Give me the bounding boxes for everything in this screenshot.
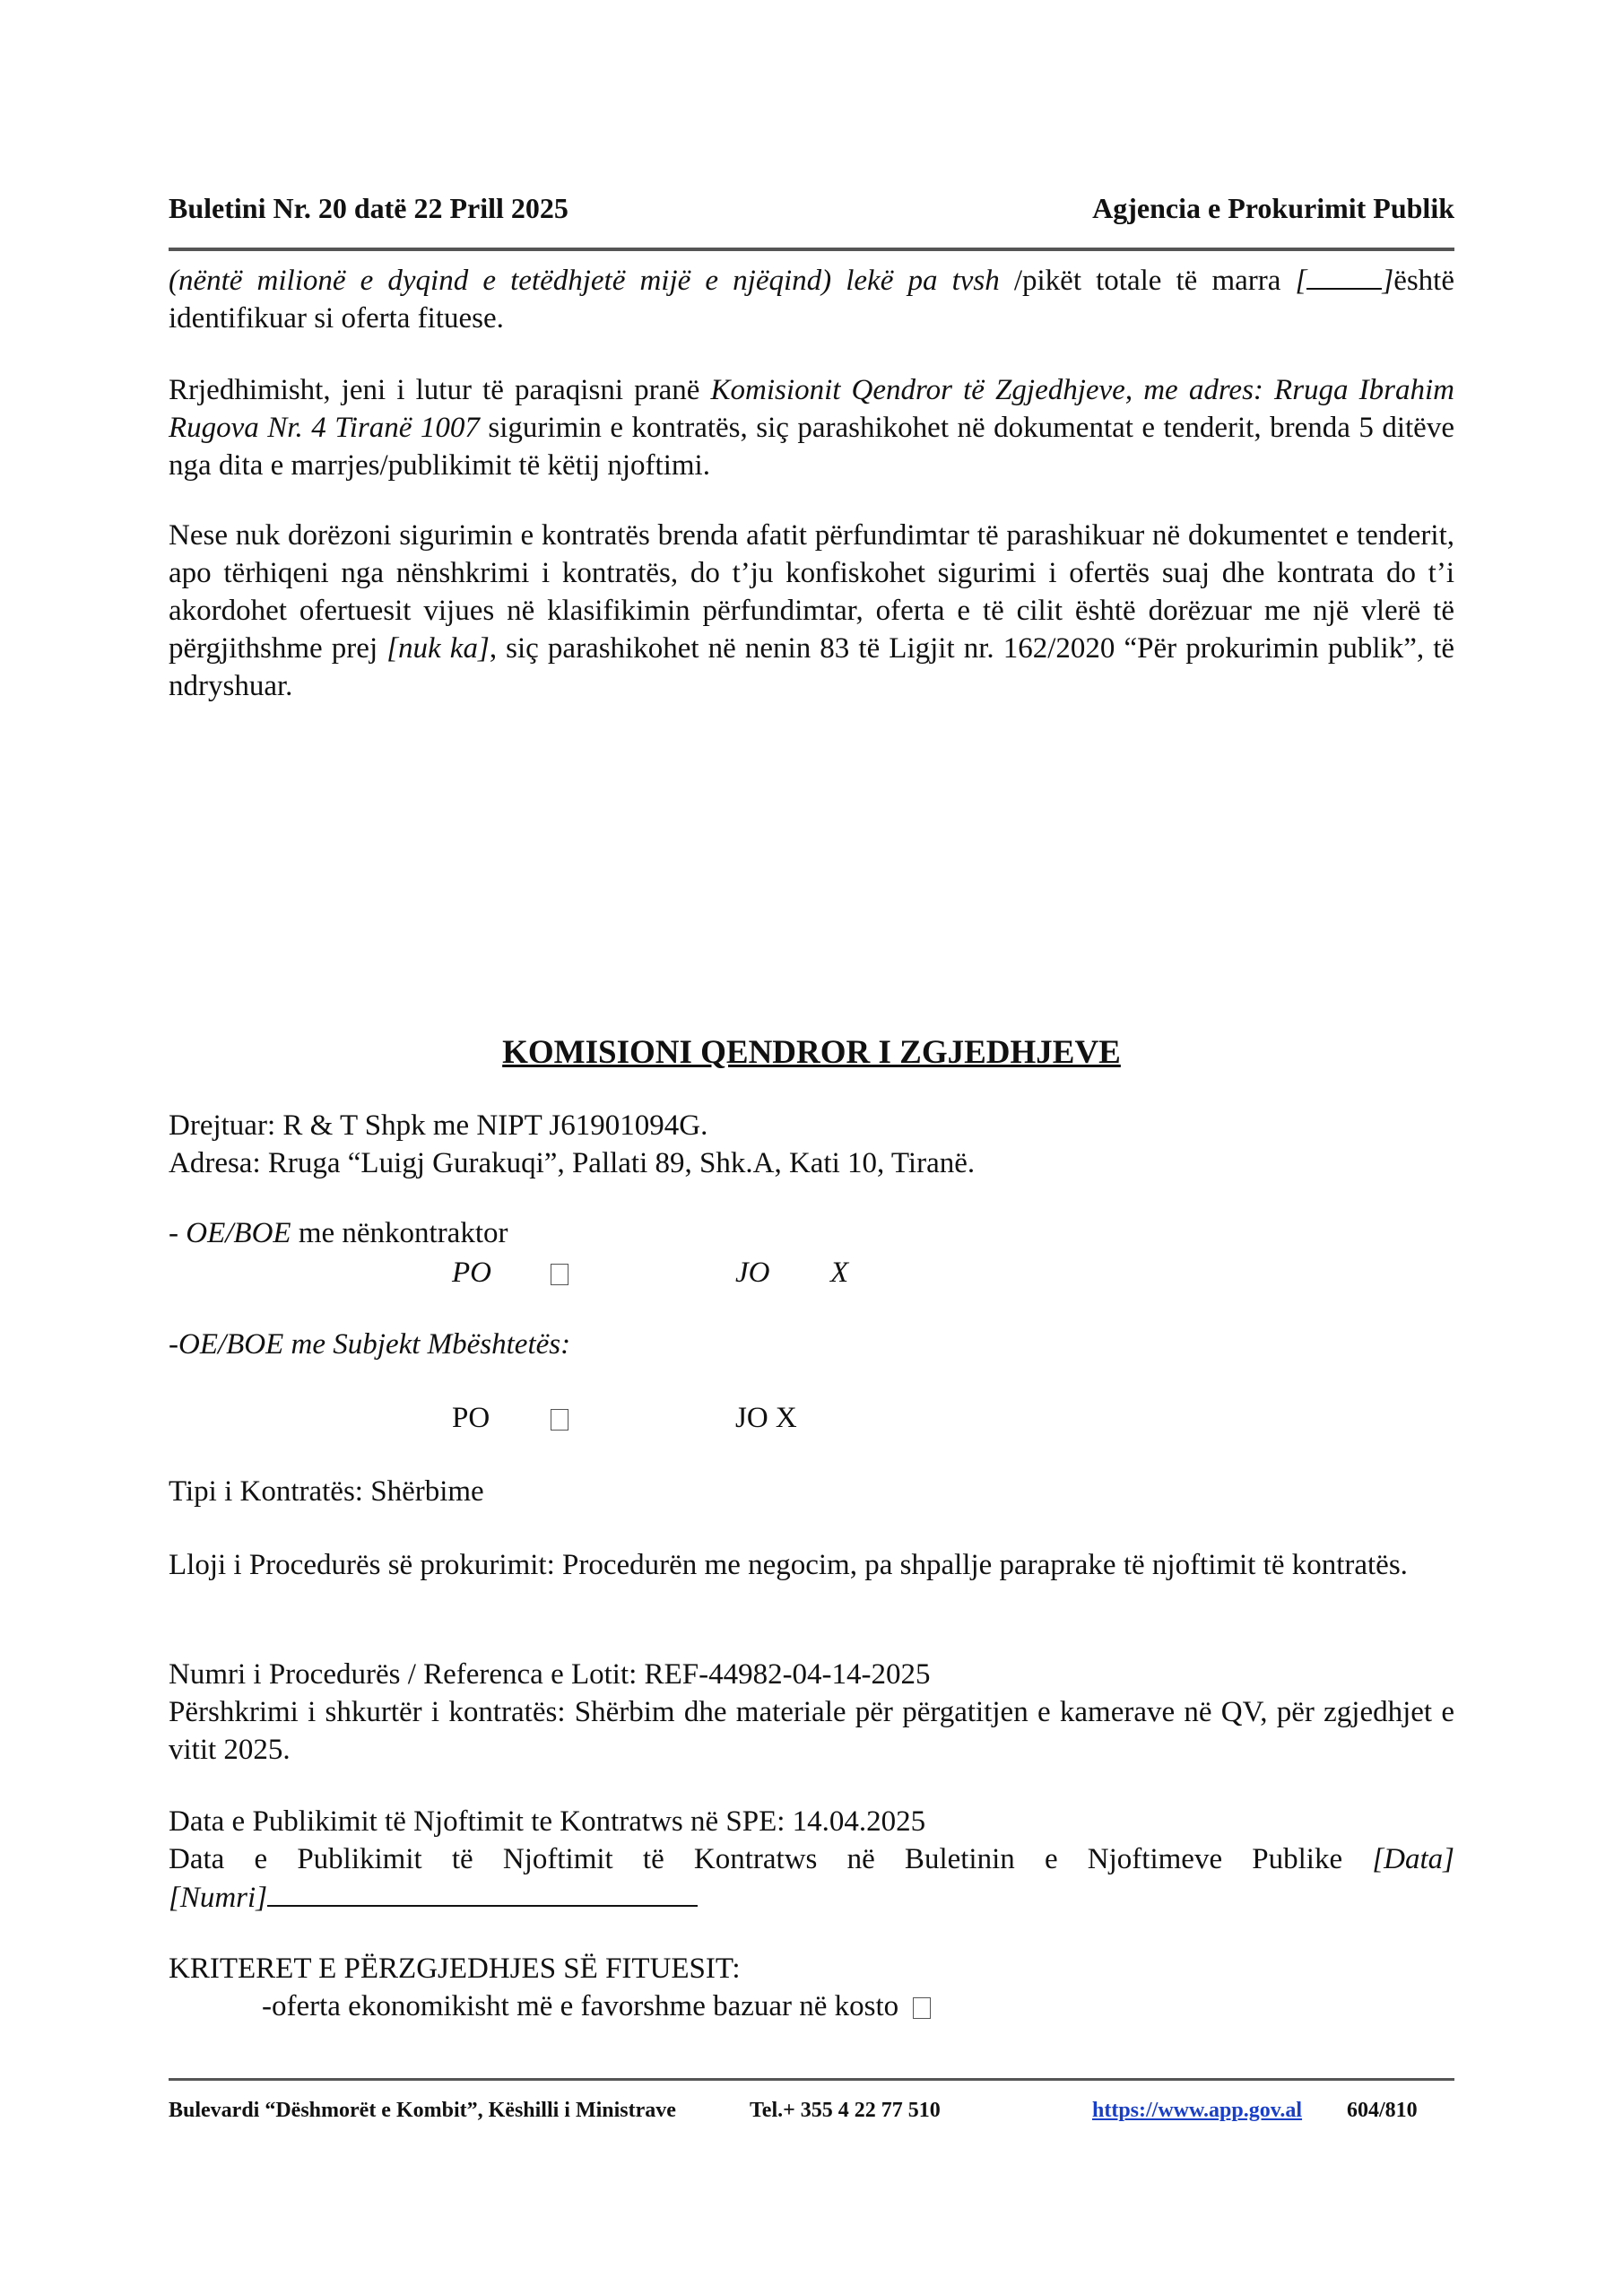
publication-date-spe: Data e Publikimit të Njoftimit te Kontratws në SPE: 14.04.2025 bbox=[169, 1805, 926, 1838]
winner-text: është identifikuar si oferta fituese. bbox=[169, 265, 1454, 335]
agency-name: Agjencia e Prokurimit Publik bbox=[1092, 192, 1454, 224]
procedure-type bbox=[169, 1546, 1454, 1584]
footer-address: Bulevardi “Dëshmorët e Kombit”, Këshilli i Ministrave bbox=[169, 2099, 676, 2122]
request-lead: Rrjedhimisht, jeni i lutur të paraqisni pranë bbox=[169, 374, 711, 406]
footer-page-number: 604/810 bbox=[1347, 2099, 1418, 2122]
points-text: /pikët totale të marra bbox=[999, 265, 1296, 297]
contract-description bbox=[169, 1693, 1454, 1769]
subcontractor-po: PO bbox=[452, 1257, 491, 1289]
selection-criteria-text: -oferta ekonomikisht më e favorshme bazuar në kosto bbox=[262, 1990, 899, 2022]
subcontractor-po-checkbox bbox=[551, 1264, 568, 1285]
contract-type: Tipi i Kontratës: Shërbime bbox=[169, 1475, 484, 1508]
commission-title: KOMISIONI QENDROR I ZGJEDHJEVE bbox=[502, 1034, 1121, 1071]
amount-in-words: (nëntë milionë e dyqind e tetëdhjetë mijë e njëqind) lekë pa tvsh bbox=[169, 265, 1000, 297]
confiscation-tail: , siç parashikohet në nenin 83 të Ligjit nr. 162/2020 “Për prokurimin publik”, të ndryshuar. bbox=[169, 632, 1455, 702]
bulletin-number: Buletini Nr. 20 datë 22 Prill 2025 bbox=[169, 192, 568, 224]
contract-description-text: Përshkrimi i shkurtër i kontratës: Shërbim dhe materiale për përgatitjen e kamerave në QV, për zgjedhjet e vitit 2025. bbox=[169, 1696, 1454, 1766]
points-bracket-close: ] bbox=[1382, 265, 1394, 297]
support-subject-po: PO bbox=[452, 1402, 490, 1434]
addressee: Drejtuar: R & T Shpk me NIPT J61901094G. bbox=[169, 1109, 708, 1142]
support-subject-label: -OE/BOE me Subjekt Mbështetës: bbox=[169, 1328, 571, 1361]
points-bracket-open: [ bbox=[1295, 265, 1307, 297]
subcontractor-oe: OE/BOE bbox=[186, 1217, 291, 1249]
points-blank bbox=[1306, 263, 1382, 290]
support-subject-po-checkbox bbox=[551, 1409, 568, 1431]
subcontractor-x-mark: X bbox=[830, 1257, 849, 1289]
selection-criteria-item bbox=[262, 1987, 931, 2025]
header-divider bbox=[169, 248, 1454, 251]
paragraph-confiscation bbox=[169, 517, 1454, 705]
selection-criteria-checkbox bbox=[913, 1997, 931, 2019]
footer-phone: Tel.+ 355 4 22 77 510 bbox=[750, 2099, 941, 2122]
bulletin-date-placeholder: [Data] bbox=[1372, 1843, 1454, 1875]
bulletin-number-placeholder: [Numri] bbox=[169, 1882, 268, 1914]
publication-date-bulletin bbox=[169, 1840, 1454, 1917]
selection-criteria-title: KRITERET E PËRZGJEDHJES SË FITUESIT: bbox=[169, 1952, 741, 1985]
value-bracket: [nuk ka] bbox=[386, 632, 490, 665]
procedure-reference: Numri i Procedurës / Referenca e Lotit: REF-44982-04-14-2025 bbox=[169, 1658, 931, 1691]
subcontractor-rest: me nënkontraktor bbox=[291, 1217, 508, 1249]
confiscation-lead: Nese nuk dorëzoni sigurimin e kontratës brenda afatit përfundimtar të parashikuar në dokumentet e tenderit, apo tërhiqeni nga nënshkrimi i kontratës, do t’ju konfiskohet sigurimi i ofertës suaj dhe kontrata do t’i akordohet ofertuesit vijues në klasifikimin përfundimtar, oferta e të cilit është dorëzuar me një vlerë të përgjithshme prej bbox=[169, 519, 1454, 665]
commission-address: Komisionit Qendror të Zgjedhjeve, me adres: Rruga Ibrahim Rugova Nr. 4 Tiranë 1007 bbox=[169, 374, 1455, 444]
bulletin-number-blank bbox=[267, 1878, 698, 1907]
subcontractor-label bbox=[169, 1214, 508, 1252]
paragraph-guarantee-request bbox=[169, 371, 1454, 484]
request-tail: sigurimin e kontratës, siç parashikohet në dokumentat e tenderit, brenda 5 ditëve nga dita e marrjes/publikimit të këtij njoftimi. bbox=[169, 412, 1454, 482]
procedure-type-text: Lloji i Procedurës së prokurimit: Procedurën me negocim, pa shpallje paraprake të njoftimit të kontratës. bbox=[169, 1549, 1408, 1581]
page-header bbox=[169, 192, 1454, 231]
footer-website-link[interactable]: https://www.app.gov.al bbox=[1092, 2099, 1303, 2122]
support-subject-jo: JO X bbox=[735, 1402, 797, 1434]
footer-divider bbox=[169, 2078, 1454, 2081]
subcontractor-dash: - bbox=[169, 1217, 187, 1249]
bulletin-date-text: Data e Publikimit të Njoftimit të Kontratws në Buletinin e Njoftimeve Publike bbox=[169, 1843, 1373, 1875]
addressee-address: Adresa: Rruga “Luigj Gurakuqi”, Pallati 89, Shk.A, Kati 10, Tiranë. bbox=[169, 1147, 976, 1179]
paragraph-winning-offer bbox=[169, 262, 1454, 337]
subcontractor-jo: JO bbox=[735, 1257, 770, 1289]
